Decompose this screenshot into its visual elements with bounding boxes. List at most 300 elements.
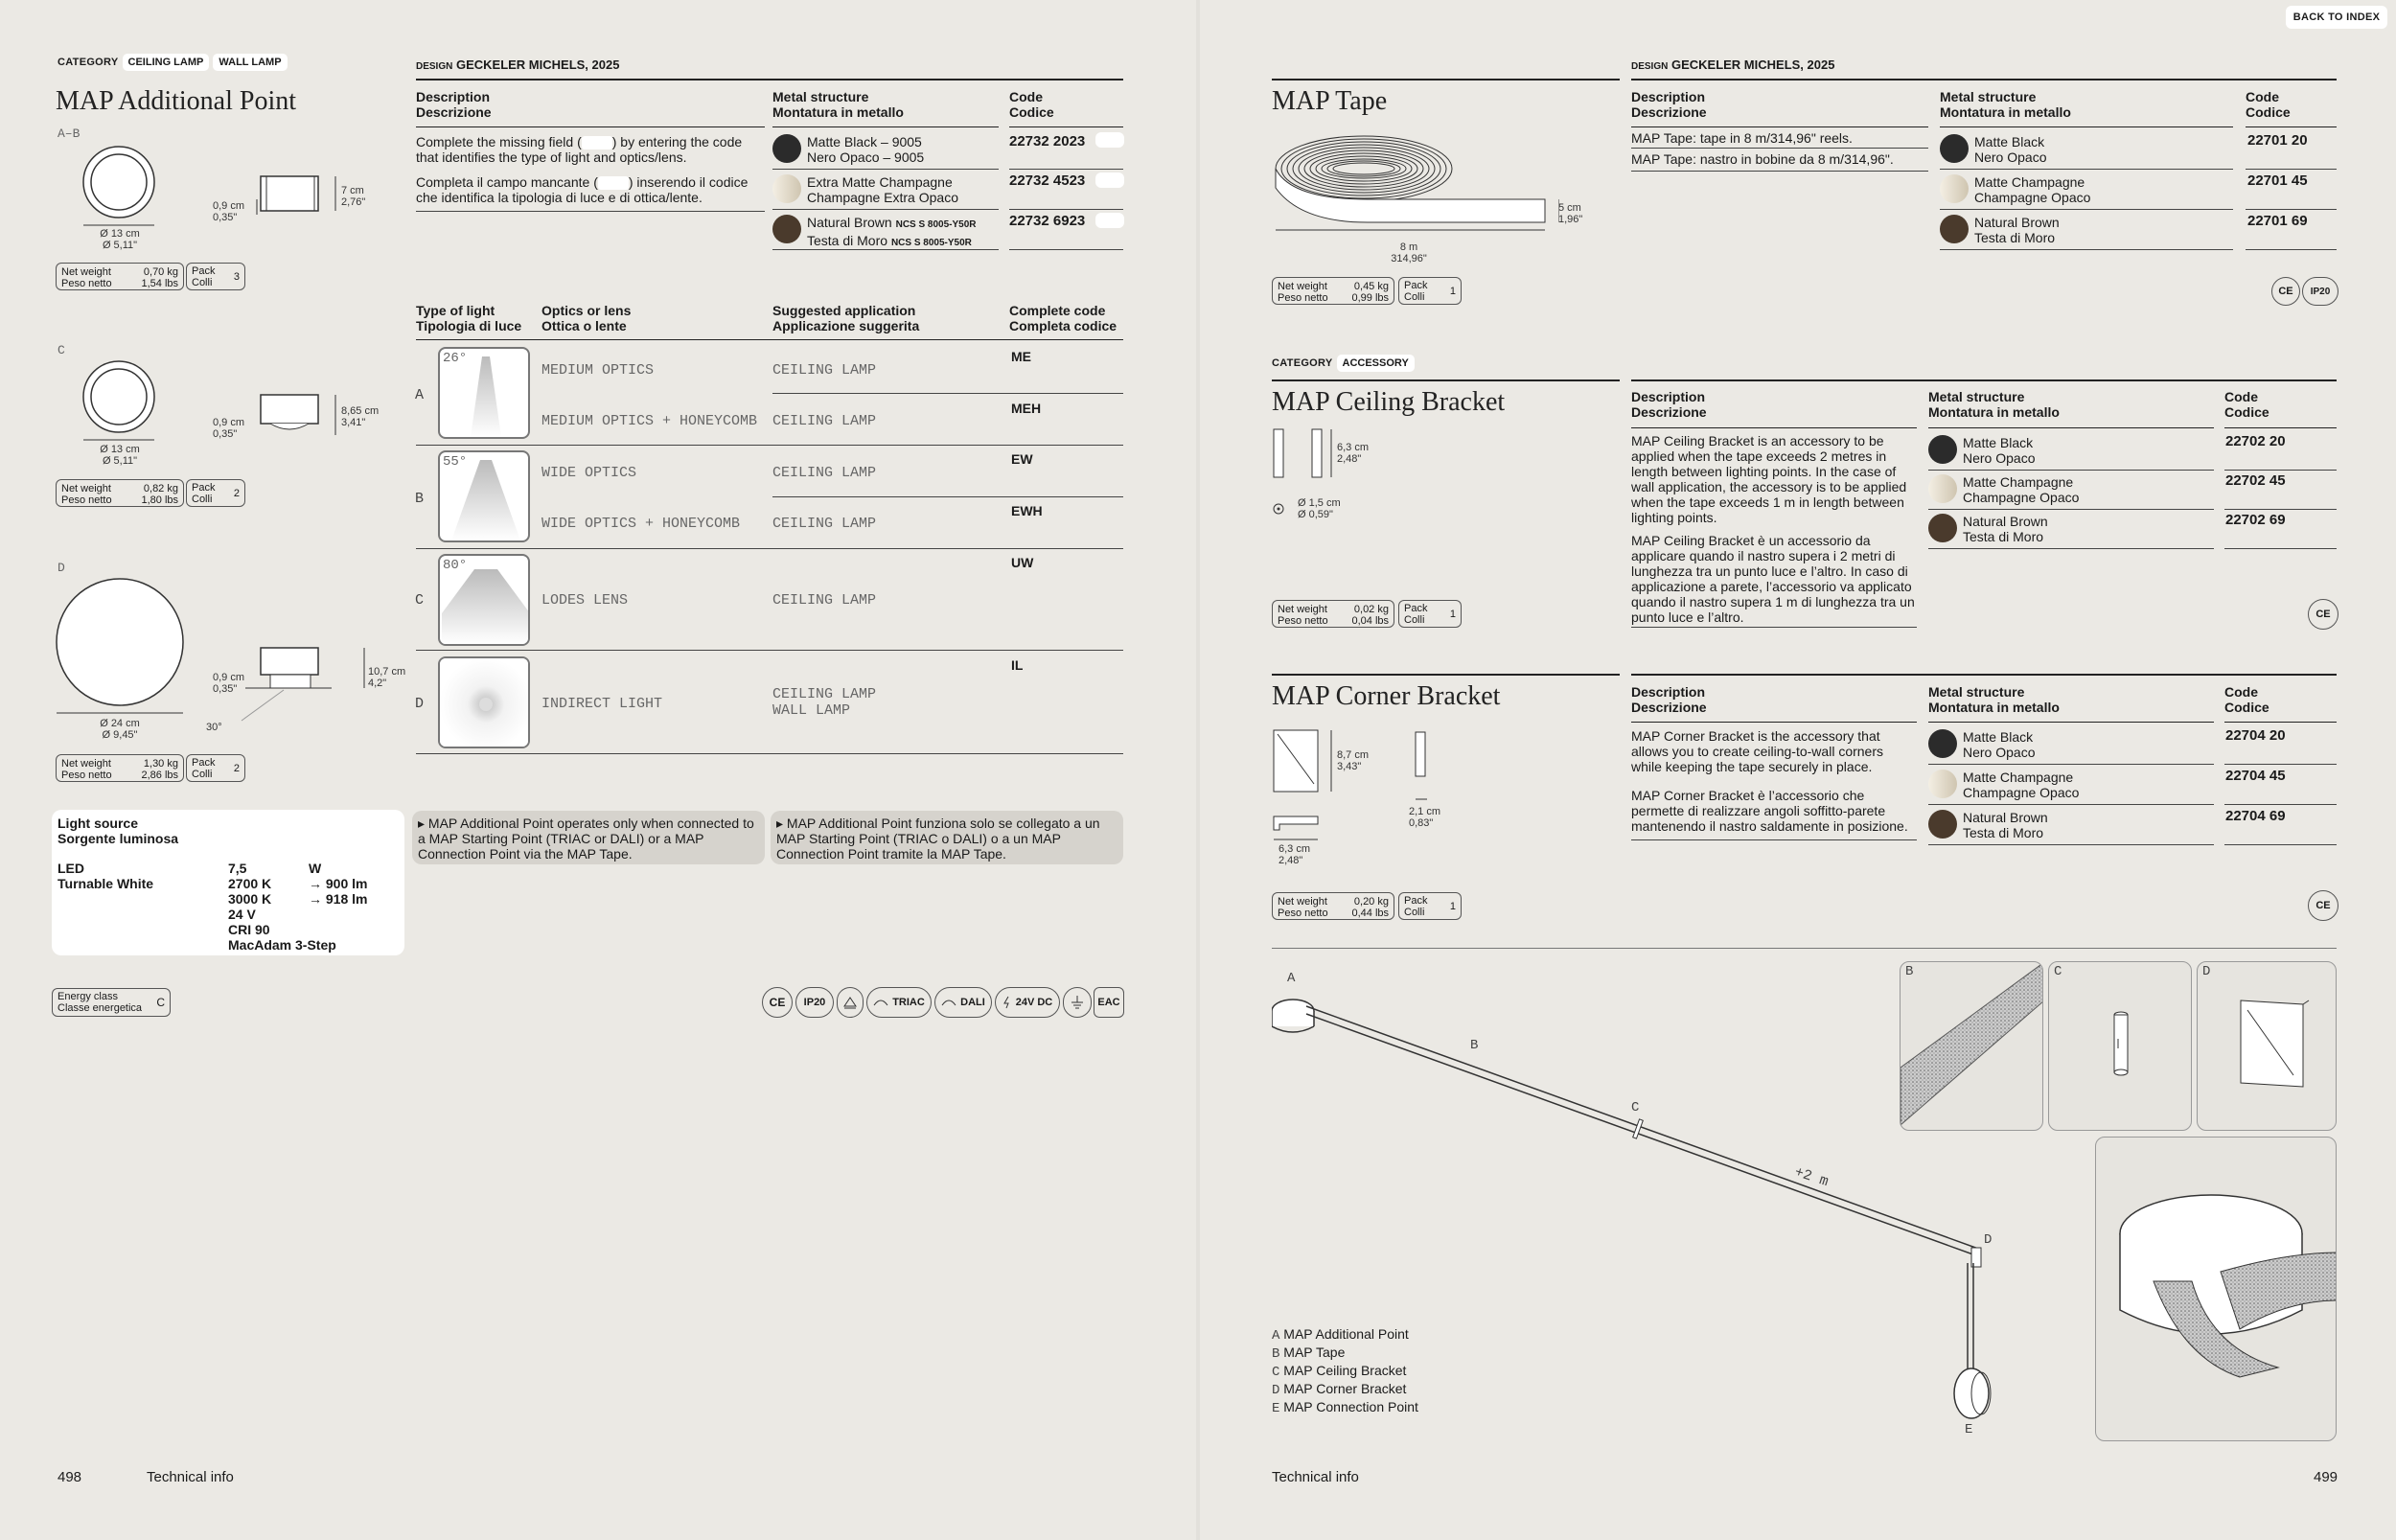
table1-desc-end-rule	[416, 211, 765, 212]
corner-head-metal	[1928, 684, 2060, 715]
note-en: ▸ MAP Additional Point operates only when connected to a MAP Starting Point (TRIAC or DALI) or a MAP Connection Point via the MAP Tape.	[418, 816, 754, 862]
tape-ip20-icon	[2302, 277, 2338, 306]
d-cm: Ø 1,5 cm	[1298, 497, 1341, 509]
finish-it: Nero Opaco – 9005	[807, 149, 925, 165]
h-in: 1,96"	[1558, 214, 1583, 225]
ceiling-head-desc	[1631, 389, 1707, 420]
finish-en: Natural Brown	[1974, 215, 2060, 230]
category-ceiling-lamp[interactable]: CEILING LAMP	[123, 54, 210, 71]
code-row-a1: ME	[1011, 349, 1031, 364]
pack-box-ab	[186, 263, 245, 290]
legend-letter: B	[1272, 1346, 1280, 1362]
legend-item: MAP Connection Point	[1283, 1399, 1418, 1414]
tape-head-rule-3	[2246, 126, 2337, 127]
weight-lbs: 1,80	[141, 494, 162, 506]
pack-count: 1	[1449, 900, 1456, 912]
ceiling-code-2: 22702 45	[2225, 472, 2286, 489]
back-to-index-button[interactable]: BACK TO INDEX	[2286, 6, 2387, 29]
variant-label-d: D	[58, 561, 65, 575]
optic-thumb-d	[438, 656, 530, 748]
corner-finish-3	[1963, 810, 2048, 840]
light-source-title	[58, 816, 178, 846]
diagram-legend	[1272, 1326, 1418, 1417]
diagram-span-label: +2 m	[1792, 1163, 1831, 1191]
group-letter-a: A	[415, 387, 425, 403]
ceiling-swatch-champagne	[1928, 474, 1957, 503]
diagram-letter-e: E	[1965, 1422, 1973, 1437]
ls-title-it: Sorgente luminosa	[58, 831, 179, 846]
h-desc-it: Descrizione	[416, 104, 492, 120]
finish-it: Testa di Moro	[1963, 529, 2044, 544]
finish-it: Nero Opaco	[1974, 149, 2047, 165]
h-metal: Metal structure	[1928, 684, 2025, 700]
pack-box-corner	[1398, 892, 1462, 920]
pack-count: 2	[233, 762, 240, 774]
corner-frule-3	[1928, 844, 2214, 845]
code-rule-1	[1009, 169, 1123, 170]
finish-it: Nero Opaco	[1963, 450, 2036, 466]
ceiling-head-rule-1	[1631, 427, 1917, 428]
tape-desc-rule	[1631, 148, 1928, 149]
colli-label: Colli	[1404, 613, 1425, 626]
ceiling-frule-3	[1928, 548, 2214, 549]
corner-ce-icon	[2308, 890, 2338, 921]
ceiling-rule	[1272, 379, 1620, 381]
finish-rule-3	[772, 249, 999, 250]
table2-head-type	[416, 303, 521, 333]
w-in: 0,83"	[1409, 817, 1434, 829]
weight-kg: 1,30	[143, 758, 165, 770]
ceiling-rule-right	[1631, 379, 2337, 381]
corner-dim-w	[1409, 806, 1440, 829]
finish-code-3: 22732 6923	[1009, 213, 1086, 229]
ceiling-finish-3	[1963, 514, 2048, 544]
weight-kg: 0,02	[1353, 604, 1375, 615]
legend-item: MAP Ceiling Bracket	[1283, 1363, 1407, 1378]
ls-k1: 2700 K	[228, 876, 272, 891]
detail-panel-e	[2095, 1137, 2337, 1441]
colli-label: Colli	[1404, 906, 1425, 918]
corner-rule	[1272, 674, 1620, 676]
finish-en: Extra Matte Champagne	[807, 174, 953, 190]
energy-label: Energy class	[58, 991, 118, 1002]
optic-row-a1: MEDIUM OPTICS	[541, 362, 655, 379]
l-cm: 6,3 cm	[1279, 843, 1311, 855]
corner-head-desc	[1631, 684, 1707, 715]
ceiling-ce-icon	[2308, 599, 2338, 630]
detail-letter-b: B	[1905, 964, 1914, 979]
tape-finish-1	[1974, 134, 2046, 165]
detail-letter-c: C	[2054, 964, 2062, 979]
optic-angle-c: 80°	[443, 558, 468, 573]
finish-swatch-champagne	[772, 174, 801, 203]
finish-text-3	[807, 215, 977, 251]
pack-label: Pack	[1404, 894, 1428, 907]
h-metal: Metal structure	[1928, 389, 2025, 404]
diagram-letter-c: C	[1631, 1100, 1640, 1115]
triac-text: TRIAC	[892, 997, 925, 1008]
tape-head-desc	[1631, 89, 1707, 120]
corner-desc-en: MAP Corner Bracket is the accessory that allows you to create ceiling-to-wall corners while keeping the tape securely in place.	[1631, 728, 1883, 774]
corner-crule-3	[2224, 844, 2337, 845]
h-code-it: Codice	[1009, 104, 1054, 120]
corner-dim-h	[1337, 749, 1369, 772]
ce-text: CE	[769, 996, 786, 1009]
l-in: 314,96"	[1391, 253, 1427, 264]
group-rule-d	[416, 753, 1123, 754]
l-in: 2,48"	[1279, 855, 1303, 866]
category-accessory[interactable]: ACCESSORY	[1337, 355, 1415, 372]
app-row-c1: CEILING LAMP	[772, 592, 877, 609]
tape-rule-right	[1631, 79, 2337, 80]
ceiling-desc-it: MAP Ceiling Bracket è un accessorio da applicare quando il nastro supera i 2 metri di lunghezza tra un punto luce e l’altro. In caso di applicazione a parete, l’accessorio va applicato quando il nastro supera 1 m di lunghezza tra un punto luce e l’altro.	[1631, 533, 1915, 625]
tape-dim-l	[1390, 241, 1428, 264]
tape-drawing	[1272, 130, 1559, 236]
tape-code-1: 22701 20	[2247, 132, 2308, 149]
h-in: 3,41"	[341, 417, 366, 428]
page-number-left: 498	[58, 1469, 82, 1485]
diam-in: Ø 5,11"	[102, 455, 138, 467]
design-credit	[416, 57, 619, 72]
corner-drawing	[1272, 728, 1444, 862]
ls-led: LED	[58, 861, 84, 876]
corner-crule-2	[2224, 804, 2337, 805]
variant-c-height	[341, 405, 379, 428]
pack-box-ceiling	[1398, 600, 1462, 628]
diam-cm: Ø 24 cm	[100, 718, 140, 729]
ceiling-desc-end	[1631, 627, 1917, 628]
design-value: GECKELER MICHELS, 2025	[1670, 57, 1835, 72]
l-m: 8 m	[1399, 241, 1418, 253]
peso-netto-label: Peso netto	[61, 770, 112, 781]
lbs-unit: lbs	[164, 494, 178, 506]
weight-lbs: 2,86	[141, 770, 162, 781]
code-blank-2	[1095, 172, 1124, 188]
tape-desc-rule-2	[1631, 171, 1928, 172]
corner-head-rule-1	[1631, 722, 1917, 723]
finish-it: Testa di Moro	[807, 233, 888, 248]
app-row-d1	[772, 686, 876, 719]
ceiling-desc-en: MAP Ceiling Bracket is an accessory to be applied when the tape exceeds 2 metres in length between lighting points. In the case of wall application, the accessory is to be applied when the tape exceeds 1 m in length between lighting points.	[1631, 433, 1907, 525]
table2-head-rule	[416, 339, 1123, 340]
diagram-top-rule	[1272, 948, 2337, 949]
detail-panel-b	[1900, 961, 2043, 1131]
finish-it: Champagne Opaco	[1974, 190, 2091, 205]
h-desc: Description	[1631, 389, 1706, 404]
ip20-text: IP20	[803, 997, 826, 1008]
desc-it-2: ) inserendo il codice	[628, 174, 749, 190]
table1-rule	[416, 79, 1123, 80]
h-desc: Description	[1631, 684, 1706, 700]
net-weight-box-ab	[56, 263, 184, 290]
tape-frule-2	[1940, 209, 2233, 210]
h-metal-it: Montatura in metallo	[1928, 404, 2060, 420]
ce-text: CE	[2315, 900, 2331, 911]
lbs-unit: lbs	[1374, 292, 1389, 304]
weight-kg: 0,70	[143, 266, 165, 278]
h-type-it: Tipologia di luce	[416, 318, 522, 333]
pack-label: Pack	[192, 481, 216, 494]
corner-head-code	[2224, 684, 2269, 715]
code-row-d1: IL	[1011, 657, 1024, 673]
ceiling-code-3: 22702 69	[2225, 512, 2286, 528]
energy-label-it: Classe energetica	[58, 1002, 143, 1014]
pack-count: 1	[1449, 608, 1456, 620]
h-desc: Description	[416, 89, 491, 104]
ground-icon	[1063, 987, 1092, 1018]
corner-desc-end	[1631, 839, 1917, 840]
pack-box-c	[186, 479, 245, 507]
tape-finish-3	[1974, 215, 2060, 245]
h-cm: 10,7 cm	[368, 666, 406, 678]
diam-cm: Ø 13 cm	[100, 444, 140, 455]
design-value: GECKELER MICHELS, 2025	[455, 57, 620, 72]
ce-text: CE	[2278, 286, 2293, 297]
legend-item: MAP Additional Point	[1283, 1326, 1409, 1342]
triac-icon	[866, 987, 932, 1018]
variant-d-diameter	[96, 718, 144, 741]
dc-text: 24V DC	[1015, 997, 1053, 1008]
code-row-b1: EW	[1011, 451, 1033, 467]
optic-angle-b: 55°	[443, 454, 468, 470]
desc-it-1: Completa il campo mancante (	[416, 174, 598, 190]
tape-desc-en: MAP Tape: tape in 8 m/314,96" reels.	[1631, 130, 1853, 146]
table1-head-desc	[416, 89, 492, 120]
corner-dim-l	[1279, 843, 1310, 866]
note-it: ▸ MAP Additional Point funziona solo se collegato a un MAP Starting Point (TRIAC o DALI) o a un MAP Connection Point tramite la MAP Tape.	[776, 816, 1100, 862]
colli-label: Colli	[192, 768, 213, 780]
ceiling-swatch-brown	[1928, 514, 1957, 542]
net-weight-box-d	[56, 754, 184, 782]
corner-crule-1	[2224, 764, 2337, 765]
net-weight-label: Net weight	[1278, 281, 1327, 292]
tape-head-rule-1	[1631, 126, 1928, 127]
table1-desc-it	[416, 174, 765, 205]
h-code-it: Completa codice	[1009, 318, 1117, 333]
category-row-right	[1272, 355, 1415, 372]
group-rule-a	[416, 445, 1123, 446]
ls-watt: 7,5	[228, 861, 247, 876]
kg-unit: kg	[1377, 281, 1389, 292]
pack-label: Pack	[192, 264, 216, 277]
variant-ab-height	[341, 185, 365, 208]
optic-row-a2: MEDIUM OPTICS + HONEYCOMB	[541, 413, 758, 429]
h-cm: 8,65 cm	[341, 405, 380, 417]
colli-label: Colli	[1404, 290, 1425, 303]
corner-rule-right	[1631, 674, 2337, 676]
ceiling-head-rule-2	[1928, 427, 2214, 428]
kg-unit: kg	[167, 758, 178, 770]
diagram-letter-d: D	[1984, 1232, 1993, 1248]
ls-type: Turnable White	[58, 876, 154, 891]
corner-swatch-black	[1928, 729, 1957, 758]
blank-field	[598, 176, 629, 190]
weight-kg: 0,20	[1353, 896, 1375, 908]
ls-macadam: MacAdam 3-Step	[228, 937, 336, 953]
tape-title: MAP Tape	[1272, 86, 1388, 116]
app-row-b2: CEILING LAMP	[772, 516, 877, 532]
finish-it: Champagne Opaco	[1963, 785, 2080, 800]
corner-head-rule-2	[1928, 722, 2214, 723]
corner-frule-1	[1928, 764, 2214, 765]
ceiling-frule-1	[1928, 470, 2214, 471]
dali-text: DALI	[960, 997, 985, 1008]
tape-rule	[1272, 79, 1620, 80]
lbs-unit: lbs	[164, 770, 178, 781]
variant-label-ab: A–B	[58, 126, 81, 141]
code-blank-3	[1095, 213, 1124, 228]
h-cm: 8,7 cm	[1337, 749, 1370, 761]
diagram-letter-b: B	[1470, 1038, 1479, 1053]
net-weight-label: Net weight	[61, 266, 111, 278]
peso-netto-label: Peso netto	[61, 494, 112, 506]
h-metal-it: Montatura in metallo	[1928, 700, 2060, 715]
variant-d-height	[368, 666, 405, 689]
side-cm: 0,9 cm	[213, 417, 245, 428]
ls-cri: CRI 90	[228, 922, 270, 937]
ls-lm1: → 900 lm	[309, 876, 368, 891]
tape-desc-it: MAP Tape: nastro in bobine da 8 m/314,96".	[1631, 151, 1894, 167]
h-desc-it: Descrizione	[1631, 104, 1707, 120]
weight-kg: 0,82	[143, 483, 165, 494]
tape-code-3: 22701 69	[2247, 213, 2308, 229]
kg-unit: kg	[167, 483, 178, 494]
group-letter-d: D	[415, 696, 425, 712]
pack-label: Pack	[1404, 279, 1428, 291]
desc-it-3: che identifica la tipologia di luce e di ottica/lente.	[416, 190, 703, 206]
code-blank-1	[1095, 132, 1124, 148]
code-row-c1: UW	[1011, 555, 1034, 570]
page-title: MAP Additional Point	[56, 86, 297, 116]
net-weight-box-tape	[1272, 277, 1394, 305]
h-cm: 7 cm	[341, 185, 364, 196]
side-in: 0,35"	[213, 212, 238, 223]
ceiling-crule-3	[2224, 548, 2337, 549]
h-code: Code	[2246, 89, 2279, 104]
table2-head-code	[1009, 303, 1117, 333]
finish-swatch-matte-black	[772, 134, 801, 163]
side-cm: 0,9 cm	[213, 672, 245, 683]
footer-left: Technical info	[147, 1469, 234, 1485]
diagram-letter-a: A	[1287, 971, 1296, 986]
eac-icon	[1094, 987, 1124, 1018]
light-source-lumens	[309, 861, 367, 907]
blank-field	[582, 136, 612, 149]
tape-frule-3	[1940, 249, 2233, 250]
category-label: CATEGORY	[58, 57, 119, 68]
peso-netto-label: Peso netto	[1278, 615, 1328, 627]
design-label: DESIGN	[416, 61, 453, 72]
legend-item: MAP Corner Bracket	[1283, 1381, 1407, 1396]
design-label: DESIGN	[1631, 61, 1669, 72]
design-credit-right	[1631, 57, 1834, 72]
net-weight-box-ceiling	[1272, 600, 1394, 628]
h-code: Code	[2224, 684, 2258, 700]
corner-frule-2	[1928, 804, 2214, 805]
tape-crule-1	[2246, 169, 2337, 170]
variant-d-side	[213, 672, 244, 695]
legend-letter: C	[1272, 1365, 1280, 1380]
variant-d-drawing	[54, 575, 380, 738]
net-weight-label: Net weight	[1278, 896, 1327, 908]
finish-swatch-natural-brown	[772, 215, 801, 243]
group-letter-c: C	[415, 592, 425, 609]
finish-it: Testa di Moro	[1974, 230, 2056, 245]
ls-w: W	[309, 861, 322, 876]
kg-unit: kg	[1377, 896, 1389, 908]
weight-lbs: 0,04	[1351, 615, 1372, 627]
dali-icon	[934, 987, 992, 1018]
app-wall: WALL LAMP	[772, 702, 851, 719]
tape-ce-icon	[2271, 277, 2300, 306]
category-label: CATEGORY	[1272, 357, 1333, 369]
lbs-unit: lbs	[1374, 908, 1389, 919]
table1-head-code	[1009, 89, 1054, 120]
corner-title: MAP Corner Bracket	[1272, 681, 1501, 711]
tape-frule-1	[1940, 169, 2233, 170]
h-code: Code	[2224, 389, 2258, 404]
finish-ncs: NCS S 8005-Y50R	[895, 219, 977, 230]
legend-item: MAP Tape	[1283, 1345, 1346, 1360]
pack-box-tape	[1398, 277, 1462, 305]
optic-row-d1: INDIRECT LIGHT	[541, 696, 663, 712]
finish-text-2	[807, 174, 958, 205]
ls-title: Light source	[58, 816, 139, 831]
tape-swatch-black	[1940, 134, 1969, 163]
legend-letter: A	[1272, 1328, 1280, 1344]
table1-head-rule-desc	[416, 126, 765, 127]
finish-it: Testa di Moro	[1963, 825, 2044, 840]
net-weight-label: Net weight	[1278, 604, 1327, 615]
side-in: 0,35"	[213, 683, 238, 695]
detail-panel-d	[2197, 961, 2337, 1131]
finish-en: Natural Brown	[1963, 514, 2048, 529]
pack-label: Pack	[192, 756, 216, 769]
24v-dc-icon	[995, 987, 1060, 1018]
tape-swatch-champagne	[1940, 174, 1969, 203]
tape-code-2: 22701 45	[2247, 172, 2308, 189]
pack-box-d	[186, 754, 245, 782]
h-desc: Description	[1631, 89, 1706, 104]
table2-head-app	[772, 303, 919, 333]
finish-en: Matte Black	[1963, 729, 2034, 745]
h-in: 3,43"	[1337, 761, 1362, 772]
tape-crule-3	[2246, 249, 2337, 250]
page-gutter	[1196, 0, 1200, 1540]
h-cm: 5 cm	[1558, 202, 1581, 214]
colli-label: Colli	[192, 276, 213, 288]
h-metal-it: Montatura in metallo	[1940, 104, 2071, 120]
h-app: Suggested application	[772, 303, 916, 318]
finish-rule-1	[772, 169, 999, 170]
h-code-it: Codice	[2224, 700, 2269, 715]
ceiling-finish-1	[1963, 435, 2035, 466]
category-wall-lamp[interactable]: WALL LAMP	[213, 54, 287, 71]
table2-head-optics	[541, 303, 631, 333]
corner-swatch-champagne	[1928, 770, 1957, 798]
weight-lbs: 0,44	[1351, 908, 1372, 919]
eac-text: EAC	[1097, 997, 1120, 1008]
finish-en: Matte Black	[1974, 134, 2045, 149]
net-weight-box-corner	[1272, 892, 1394, 920]
variant-c-diameter	[96, 444, 144, 467]
corner-code-3: 22704 69	[2225, 808, 2286, 824]
finish-en: Natural Brown	[807, 215, 892, 230]
peso-netto-label: Peso netto	[1278, 908, 1328, 919]
tape-head-metal	[1940, 89, 2071, 120]
tape-dim-h	[1558, 202, 1582, 225]
desc-en-3: that identifies the type of light and optics/lens.	[416, 149, 687, 166]
